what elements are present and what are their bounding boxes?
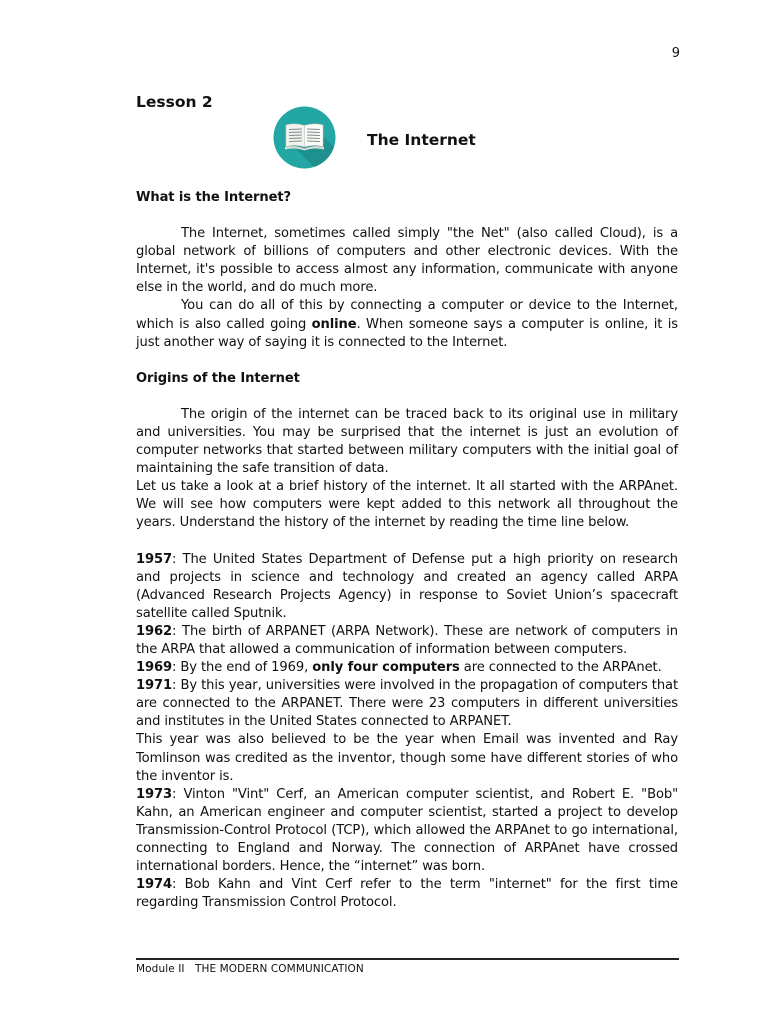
paragraph-origins: The origin of the internet can be traced back to its original use in military and universities. You may be surprised that the internet is just an evolution of computer networks that started between military computers with the initial goal of maintaining the safe transition of data. bbox=[136, 406, 678, 477]
page-footer bbox=[136, 963, 364, 975]
lesson-title: The Internet bbox=[367, 131, 476, 149]
timeline-text: : Bob Kahn and Vint Cerf refer to the term "internet" for the first time regarding Transmission Control Protocol. bbox=[136, 877, 678, 911]
timeline-year: 1969 bbox=[136, 660, 173, 676]
timeline-year: 1957 bbox=[136, 551, 173, 567]
timeline-entry-1974 bbox=[136, 876, 678, 912]
timeline-year: 1973 bbox=[136, 786, 173, 802]
lesson-content bbox=[136, 189, 678, 912]
timeline-text: : By this year, universities were involved in the propagation of computers that are connected to the ARPANET. There were 23 computers in different universities and institutes in the United States connected to ARPANET. bbox=[136, 678, 678, 730]
footer-title: THE MODERN COMMUNICATION bbox=[194, 963, 364, 975]
lesson-label: Lesson 2 bbox=[136, 93, 213, 111]
timeline-entry-1969 bbox=[136, 659, 678, 677]
spacer bbox=[136, 207, 678, 225]
footer-divider bbox=[136, 958, 679, 960]
timeline-email-note: This year was also believed to be the year when Email was invented and Ray Tomlinson was credited as the inventor, though some have different stories of who the inventor is. bbox=[136, 732, 678, 784]
open-book-icon bbox=[273, 106, 336, 169]
timeline-entry-1973 bbox=[136, 786, 678, 876]
online-term: online bbox=[311, 316, 357, 332]
timeline-text: : Vinton "Vint" Cerf, an American computer scientist, and Robert E. "Bob" Kahn, an American engineer and computer scientist, started a project to develop Transmission-Control Protocol (TCP), which allowed the ARPAnet to go international, connecting to England and Norway. The connection of ARPAnet have crossed international borders. Hence, the “internet” was born. bbox=[136, 786, 678, 875]
timeline-entry-1962 bbox=[136, 623, 678, 659]
timeline-entry-1971 bbox=[136, 677, 678, 731]
spacer bbox=[136, 388, 678, 406]
section-heading-origins: Origins of the Internet bbox=[136, 370, 300, 386]
timeline-year: 1974 bbox=[136, 877, 173, 893]
spacer bbox=[136, 533, 678, 551]
timeline-year: 1971 bbox=[136, 678, 173, 694]
timeline-text-end: are connected to the ARPAnet. bbox=[459, 660, 662, 676]
timeline-text: : By the end of 1969, bbox=[172, 660, 313, 676]
footer-module: Module II bbox=[136, 963, 185, 975]
paragraph-online bbox=[136, 297, 678, 351]
paragraph-definition: The Internet, sometimes called simply "the Net" (also called Cloud), is a global network of billions of computers and other electronic devices. With the Internet, it's possible to access almost any information, communicate with anyone else in the world, and do much more. bbox=[136, 226, 678, 296]
timeline-emphasis: only four computers bbox=[312, 660, 460, 676]
open-book-icon-graphic bbox=[273, 106, 336, 169]
paragraph-online-text: You can do all of this by connecting a computer or device to the Internet, which is also called going bbox=[136, 298, 678, 332]
paragraph-history-intro: Let us take a look at a brief history of the internet. It all started with the ARPAnet. We will see how computers were kept added to this network all throughout the years. Understand the history of the internet by reading the time line below. bbox=[136, 479, 678, 531]
section-heading-what-is-internet: What is the Internet? bbox=[136, 190, 292, 205]
timeline-year: 1962 bbox=[136, 623, 173, 639]
paragraph-online-text-end: . When someone says a computer is online, it is just another way of saying it is connected to the Internet. bbox=[136, 316, 678, 350]
spacer bbox=[136, 352, 678, 370]
timeline-text: : The United States Department of Defense put a high priority on research and projects in science and technology and created an agency called ARPA (Advanced Research Projects Agency) in response to Soviet Union’s spacecraft satellite called Sputnik. bbox=[136, 551, 678, 621]
page-number: 9 bbox=[671, 46, 680, 61]
timeline-entry-1957 bbox=[136, 551, 678, 623]
timeline-text: : The birth of ARPANET (ARPA Network). These are network of computers in the ARPA that allowed a communication of information between computers. bbox=[136, 623, 678, 657]
